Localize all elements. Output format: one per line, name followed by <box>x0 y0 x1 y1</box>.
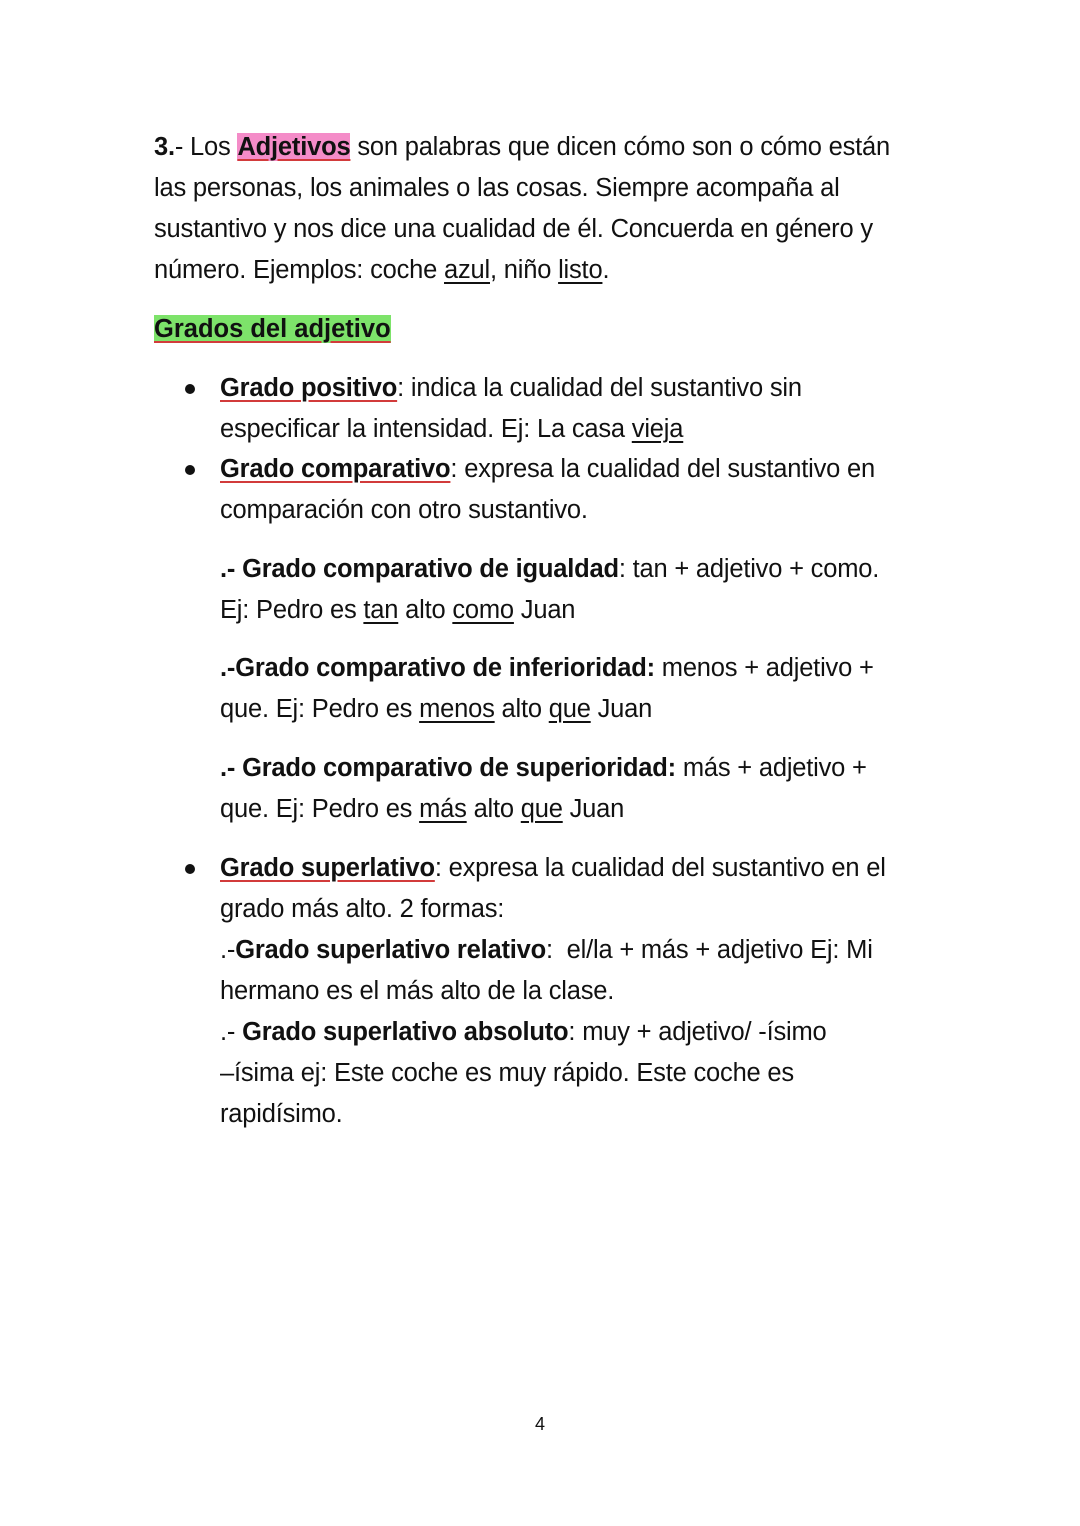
example-azul: azul <box>444 256 490 284</box>
intro-line-2: las personas, los animales o las cosas. Siempre acompaña al <box>154 174 840 202</box>
example-listo: listo <box>558 256 603 284</box>
intro-paragraph <box>154 127 934 291</box>
comparative-igualdad: .- Grado comparativo de igualdad: tan + adjetivo + como. Ej: Pedro es tan alto como Juan <box>220 555 880 624</box>
sub-title: Grado comparativo de igualdad <box>242 555 619 583</box>
sub-title: Grado comparativo de inferioridad: <box>235 654 655 682</box>
item-title: Grado positivo <box>220 374 398 402</box>
item-title: Grado superlativo <box>220 854 435 882</box>
bullet-icon <box>185 465 195 475</box>
intro-line-3: sustantivo y nos dice una cualidad de él. Concuerda en género y <box>154 215 873 243</box>
list-item-grado-positivo: Grado positivo: indica la cualidad del sustantivo sin especificar la intensidad. Ej: La casa vieja <box>220 374 802 443</box>
bullet-icon <box>185 864 195 874</box>
comparative-superioridad: .- Grado comparativo de superioridad: más + adjetivo + que. Ej: Pedro es más alto que Juan <box>220 754 867 823</box>
sub-title: Grado comparativo de superioridad: <box>242 754 676 782</box>
term-adjetivos: Adjetivos <box>237 133 351 161</box>
sub-title: Grado superlativo absoluto <box>242 1018 569 1046</box>
list-item-grado-superlativo: Grado superlativo: expresa la cualidad del sustantivo en el grado más alto. 2 formas: .-Grado superlativo relativo: el/la + más + adjetivo Ej: Mi hermano es el más alto de la clase. .- Grado superlativo absoluto: muy + adjetivo/ -ísimo –ísima ej: Este coche es muy rápido. Este coche es rapidísimo. <box>220 848 940 1135</box>
intro-line-4: número. Ejemplos: coche azul, niño listo. <box>154 256 610 284</box>
section-number: 3. <box>154 133 175 161</box>
item-title: Grado comparativo <box>220 455 451 483</box>
example-vieja: vieja <box>631 415 684 443</box>
sub-title: Grado superlativo relativo <box>235 936 546 964</box>
list-item-grado-comparativo: Grado comparativo: expresa la cualidad del sustantivo en comparación con otro sustantivo. <box>220 455 875 524</box>
intro-line-1: 3.- Los Adjetivos son palabras que dicen cómo son o cómo están <box>154 133 891 161</box>
superlative-relativo: .-Grado superlativo relativo: el/la + más + adjetivo Ej: Mi <box>220 936 873 964</box>
comparative-inferioridad: .-Grado comparativo de inferioridad: menos + adjetivo + que. Ej: Pedro es menos alto que Juan <box>220 654 874 723</box>
superlative-absoluto: .- Grado superlativo absoluto: muy + adjetivo/ -ísimo <box>220 1018 827 1046</box>
section-heading <box>154 310 391 348</box>
page-number: 4 <box>534 1414 545 1434</box>
heading-text: Grados del adjetivo <box>154 315 391 343</box>
bullet-icon <box>185 384 195 394</box>
